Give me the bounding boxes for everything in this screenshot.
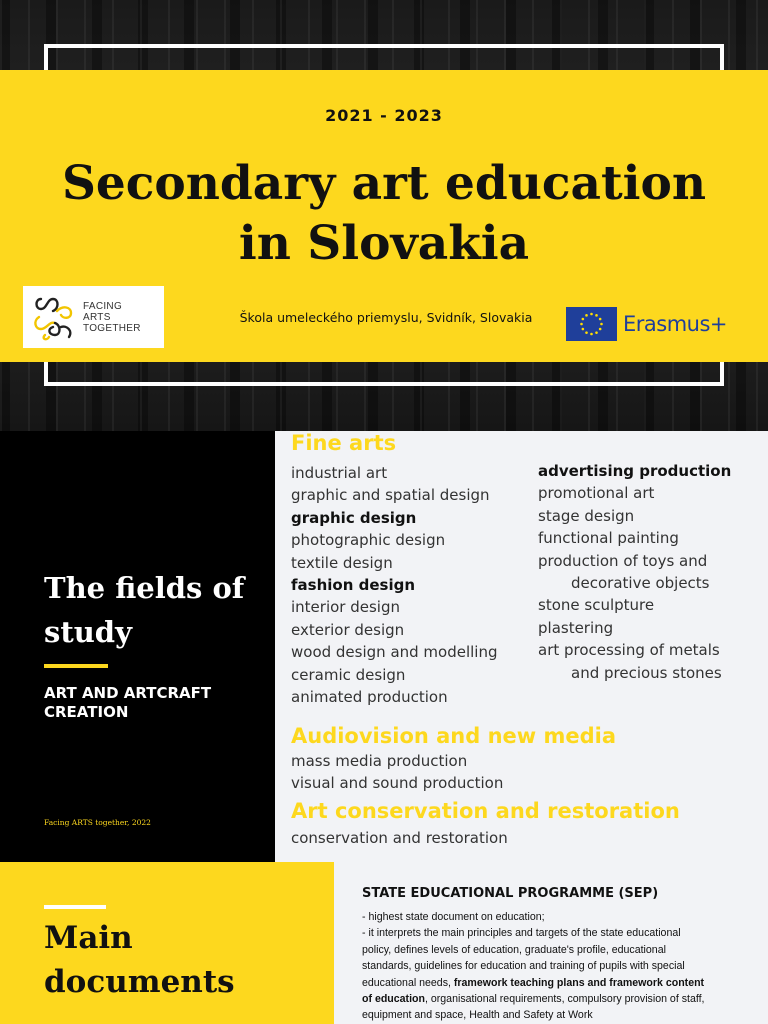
hero-section <box>0 0 768 431</box>
eu-star-icon <box>595 331 598 334</box>
hero-years: 2021 - 2023 <box>325 106 443 125</box>
fields-subheading: ART AND ARTCRAFT CREATION <box>44 684 212 721</box>
sep-title: STATE EDUCATIONAL PROGRAMME (SEP) <box>362 886 659 901</box>
conservation-list <box>291 827 508 849</box>
fields-credit: Facing ARTS together, 2022 <box>44 818 151 827</box>
sep-body <box>362 909 712 1024</box>
fields-heading: The fields of study <box>44 571 245 649</box>
sep-text: , organisational requirements, compulsory provision of staff, equipment and space, Health and Safety at Work <box>362 993 705 1022</box>
category-title-audiovision: Audiovision and new media <box>291 724 617 748</box>
field-item: production of toys and <box>538 551 708 570</box>
eu-star-icon <box>599 318 602 321</box>
sep-line <box>362 925 712 1023</box>
field-item: fashion design <box>291 576 415 595</box>
school-name: Škola umeleckého priemyslu, Svidník, Slovakia <box>239 310 533 325</box>
field-item: and precious stones <box>571 663 722 682</box>
field-item: graphic design <box>291 508 417 527</box>
sep-text-bold: framework teaching plans and framework content of education <box>362 976 705 1006</box>
eu-star-icon <box>582 318 585 321</box>
logo-line: TOGETHER <box>83 322 141 334</box>
field-item: exterior design <box>291 620 405 639</box>
sep-line: - highest state document on education; <box>362 911 545 923</box>
field-item: functional painting <box>538 529 679 548</box>
fields-divider <box>44 664 108 668</box>
eu-star-icon <box>585 314 588 317</box>
field-item: wood design and modelling <box>291 643 498 662</box>
field-item: graphic and spatial design <box>291 486 490 505</box>
facing-arts-together-logo <box>23 286 164 348</box>
category-title-conservation: Art conservation and restoration <box>291 799 680 823</box>
field-item: plastering <box>538 618 614 637</box>
eu-star-icon <box>599 328 602 331</box>
field-item: art processing of metals <box>538 641 720 660</box>
eu-flag-icon <box>566 307 617 341</box>
field-item: decorative objects <box>571 574 710 593</box>
eu-star-icon <box>582 328 585 331</box>
field-item: stone sculpture <box>538 596 655 615</box>
eu-star-icon <box>600 323 603 326</box>
fine-arts-list-column1 <box>291 462 498 708</box>
field-item: stage design <box>538 506 635 525</box>
sep-text: - it interprets the main principles and targets of the state educational policy, defines levels of education, graduate's profile, educational standards, guidelines for education and training of pupils with special educational needs, <box>362 927 685 989</box>
field-item: mass media production <box>291 752 468 770</box>
logo-line: FACING <box>83 300 123 312</box>
fine-arts-list-column2 <box>538 460 731 684</box>
field-item: ceramic design <box>291 665 406 684</box>
field-item: animated production <box>291 688 448 707</box>
field-item: textile design <box>291 553 393 572</box>
hero-title <box>0 154 768 274</box>
field-item: visual and sound production <box>291 774 504 793</box>
category-title-fine-arts: Fine arts <box>291 431 397 455</box>
field-item: industrial art <box>291 464 388 482</box>
eu-star-icon <box>595 314 598 317</box>
documents-divider <box>44 905 106 909</box>
field-item: advertising production <box>538 462 732 480</box>
field-item: interior design <box>291 598 400 617</box>
erasmus-label: Erasmus+ <box>623 312 728 336</box>
hero-title-line2: in Slovakia <box>238 216 530 271</box>
eu-star-icon <box>585 331 588 334</box>
hero-title-line1: Secondary art education <box>61 156 707 211</box>
audiovision-list <box>291 750 503 795</box>
field-item: conservation and restoration <box>291 829 508 847</box>
erasmus-logo <box>566 304 746 344</box>
eu-star-icon <box>590 333 593 336</box>
eu-star-icon <box>580 323 583 326</box>
documents-heading: Main documents <box>44 920 235 1000</box>
logo-line: ARTS <box>83 311 111 323</box>
facing-arts-logo-icon <box>31 291 79 343</box>
field-item: promotional art <box>538 484 655 503</box>
logo-text <box>83 301 141 334</box>
eu-star-icon <box>590 313 593 316</box>
field-item: photographic design <box>291 531 446 550</box>
